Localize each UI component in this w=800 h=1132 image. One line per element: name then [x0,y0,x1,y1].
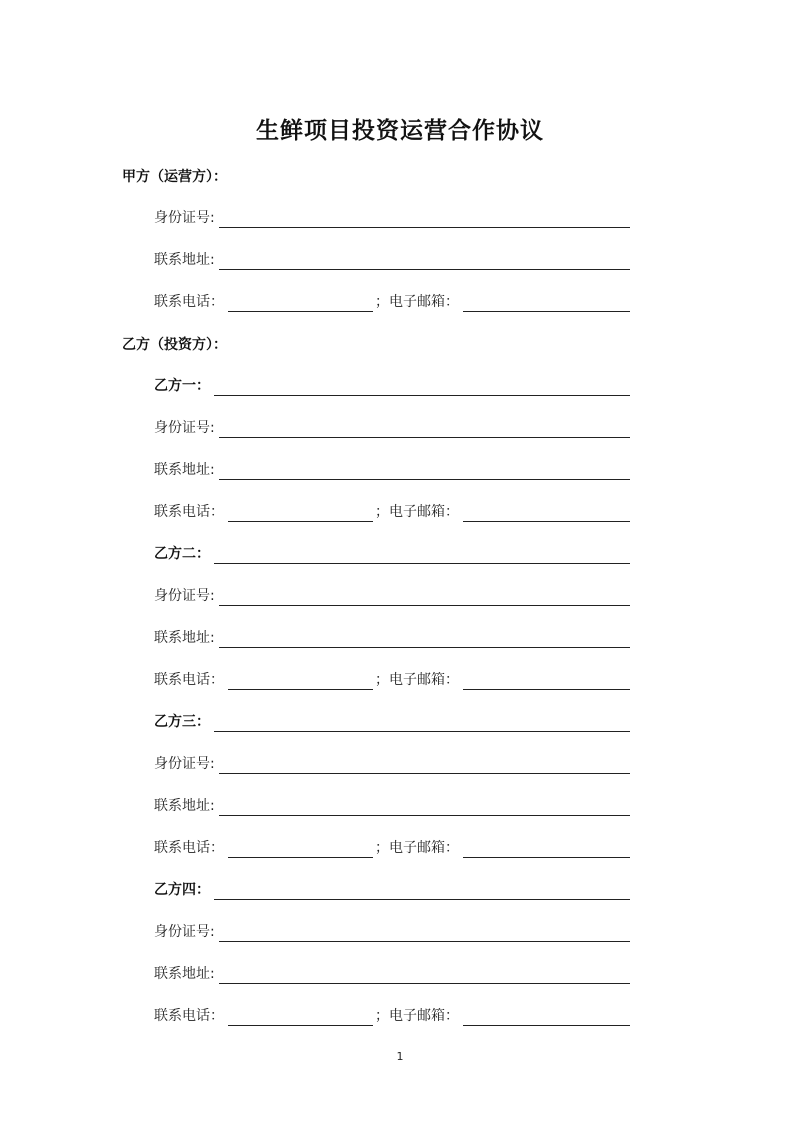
investor-4-name-row [154,878,630,900]
investor-name-label: 乙方二： [154,546,210,562]
email-blank[interactable] [463,672,630,690]
investor-1-address-row [154,458,630,480]
document-title: 生鲜项目投资运营合作协议 [256,118,544,144]
id-number-label: 身份证号: [154,924,215,940]
id-number-blank[interactable] [219,210,630,228]
party-a-heading: 甲方（运营方）： [122,169,227,185]
address-blank[interactable] [219,462,630,480]
phone-label: 联系电话： [154,672,224,688]
address-label: 联系地址: [154,252,215,268]
investor-3-id-row [154,752,630,774]
party-a-id-row [154,206,630,228]
email-blank[interactable] [463,294,630,312]
phone-blank[interactable] [228,840,373,858]
phone-blank[interactable] [228,294,373,312]
id-number-label: 身份证号: [154,420,215,436]
investor-3-contact-row [154,836,630,858]
investor-name-label: 乙方一： [154,378,210,394]
investor-2-address-row [154,626,630,648]
email-label: ；电子邮箱： [375,1008,459,1024]
page-number: 1 [396,1050,404,1063]
address-label: 联系地址: [154,966,215,982]
investor-name-blank[interactable] [214,546,630,564]
investor-name-blank[interactable] [214,714,630,732]
address-label: 联系地址: [154,630,215,646]
investor-name-label: 乙方三： [154,714,210,730]
investor-3-address-row [154,794,630,816]
investor-4-id-row [154,920,630,942]
id-number-blank[interactable] [219,756,630,774]
id-number-label: 身份证号: [154,756,215,772]
email-label: ；电子邮箱： [375,294,459,310]
investor-1-contact-row [154,500,630,522]
email-blank[interactable] [463,840,630,858]
id-number-blank[interactable] [219,924,630,942]
email-blank[interactable] [463,504,630,522]
investor-name-blank[interactable] [214,882,630,900]
phone-label: 联系电话： [154,294,224,310]
investor-1-id-row [154,416,630,438]
email-blank[interactable] [463,1008,630,1026]
phone-label: 联系电话： [154,1008,224,1024]
investor-name-label: 乙方四： [154,882,210,898]
investor-2-id-row [154,584,630,606]
investor-name-blank[interactable] [214,378,630,396]
investor-4-contact-row [154,1004,630,1026]
phone-blank[interactable] [228,504,373,522]
id-number-blank[interactable] [219,588,630,606]
phone-label: 联系电话： [154,504,224,520]
address-label: 联系地址: [154,798,215,814]
email-label: ；电子邮箱： [375,672,459,688]
phone-label: 联系电话： [154,840,224,856]
email-label: ；电子邮箱： [375,504,459,520]
party-a-contact-row [154,290,630,312]
party-b-heading: 乙方（投资方）： [122,337,227,353]
investor-2-name-row [154,542,630,564]
investor-2-contact-row [154,668,630,690]
investor-1-name-row [154,374,630,396]
address-blank[interactable] [219,798,630,816]
phone-blank[interactable] [228,1008,373,1026]
address-blank[interactable] [219,630,630,648]
id-number-label: 身份证号: [154,210,215,226]
address-blank[interactable] [219,966,630,984]
party-a-address-row [154,248,630,270]
email-label: ；电子邮箱： [375,840,459,856]
investor-4-address-row [154,962,630,984]
id-number-blank[interactable] [219,420,630,438]
address-blank[interactable] [219,252,630,270]
phone-blank[interactable] [228,672,373,690]
id-number-label: 身份证号: [154,588,215,604]
investor-3-name-row [154,710,630,732]
address-label: 联系地址: [154,462,215,478]
